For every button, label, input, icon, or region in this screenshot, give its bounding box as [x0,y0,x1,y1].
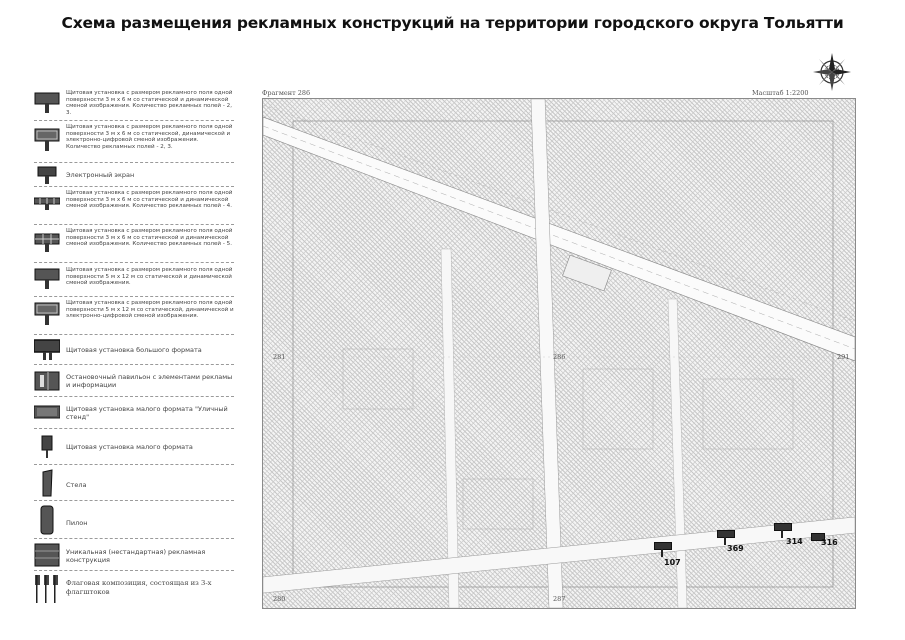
legend-item [34,430,234,465]
neighbor-label: 291 [837,353,850,361]
legend-item [34,188,234,225]
neighbor-label: 281 [273,353,286,361]
billboard-3x6-electronic-icon [34,128,60,152]
legend-item [34,264,234,297]
legend-item [34,164,234,187]
billboard-5-fields-icon [34,232,60,252]
legend-item [34,366,234,397]
billboard-3x6-icon [34,92,60,114]
map-fragment[interactable] [262,98,856,609]
legend-text: Электронный экран [66,171,135,179]
legend-text: Щитовая установка с размером рекламного поля одной поверхности 3 м х 6 м со статической, динамической и электронно-цифровой сменой изображения. Количество рекламных полей - 2, 3. [66,124,233,150]
compass-rose-icon [812,52,852,92]
neighbor-label: 286 [553,353,566,361]
legend-text: Флаговая композиция, состоящая из 3-х флагштоков [66,579,212,596]
legend-item [34,572,234,606]
fragment-label: Фрагмент 286 [262,89,311,97]
large-billboard-icon [34,339,60,361]
city-stand-icon [34,404,60,420]
legend-text: Щитовая установка большого формата [66,346,202,354]
unique-structure-icon [34,543,60,567]
legend-text: Стела [66,481,87,489]
legend-item [34,122,234,163]
billboard-icon [717,530,735,538]
pylon-icon [34,505,60,535]
legend-item [34,502,234,539]
legend-item [34,540,234,571]
billboard-5x12-electronic-icon [34,302,60,326]
electronic-screen-icon [34,166,60,184]
billboard-icon [774,523,792,531]
neighbor-label: 280 [273,595,286,603]
legend-item [34,466,234,501]
neighbor-label: 287 [553,595,566,603]
marker-number: 314 [786,537,803,546]
legend-text: Щитовая установка с размером рекламного поля одной поверхности 5 м х 12 м со статической, динамической и электронно-цифровой сменой изображения. [66,300,234,319]
legend-text: Пилон [66,519,88,527]
legend-text: Щитовая установка малого формата [66,443,193,451]
legend-item [34,298,234,335]
billboard-5x12-icon [34,268,60,290]
legend-text: Щитовая установка с размером рекламного поля одной поверхности 3 м х 6 м со статической и динамической сменой изображения. Количество рекламных полей - 2, 3. [66,90,233,116]
bus-stop-icon [34,371,60,391]
legend-item [34,88,234,121]
legend-text: Остановочный павильон с элементами рекламы и информации [66,373,233,389]
marker-number: 316 [821,538,838,547]
legend-text: Щитовая установка с размером рекламного поля одной поверхности 3 м х 6 м со статической и динамической сменой изображения. Количество рекламных полей - 4. [66,190,233,209]
flag-composition-icon [34,574,60,604]
legend-item [34,398,234,429]
legend-text: Щитовая установка малого формата "Уличный стенд" [66,405,228,421]
marker-number: 369 [727,544,744,553]
billboard-icon [654,542,672,550]
billboard-4-fields-icon [34,196,60,210]
scale-label: Масштаб 1:2200 [752,89,809,97]
legend-text: Щитовая установка с размером рекламного поля одной поверхности 5 м х 12 м со статической и динамической сменой изображения. [66,267,233,286]
stele-icon [34,469,60,497]
legend-text: Щитовая установка с размером рекламного поля одной поверхности 3 м х 6 м со статической и динамической сменой изображения. Количество рекламных полей - 5. [66,228,233,247]
marker-number: 107 [664,558,681,567]
page-title: Схема размещения рекламных конструкций на территории городского округа Тольятти [61,14,844,32]
legend-text: Уникальная (нестандартная) рекламная конструкция [66,548,206,564]
legend-item [34,226,234,263]
small-billboard-icon [34,435,60,459]
legend-item [34,336,234,365]
